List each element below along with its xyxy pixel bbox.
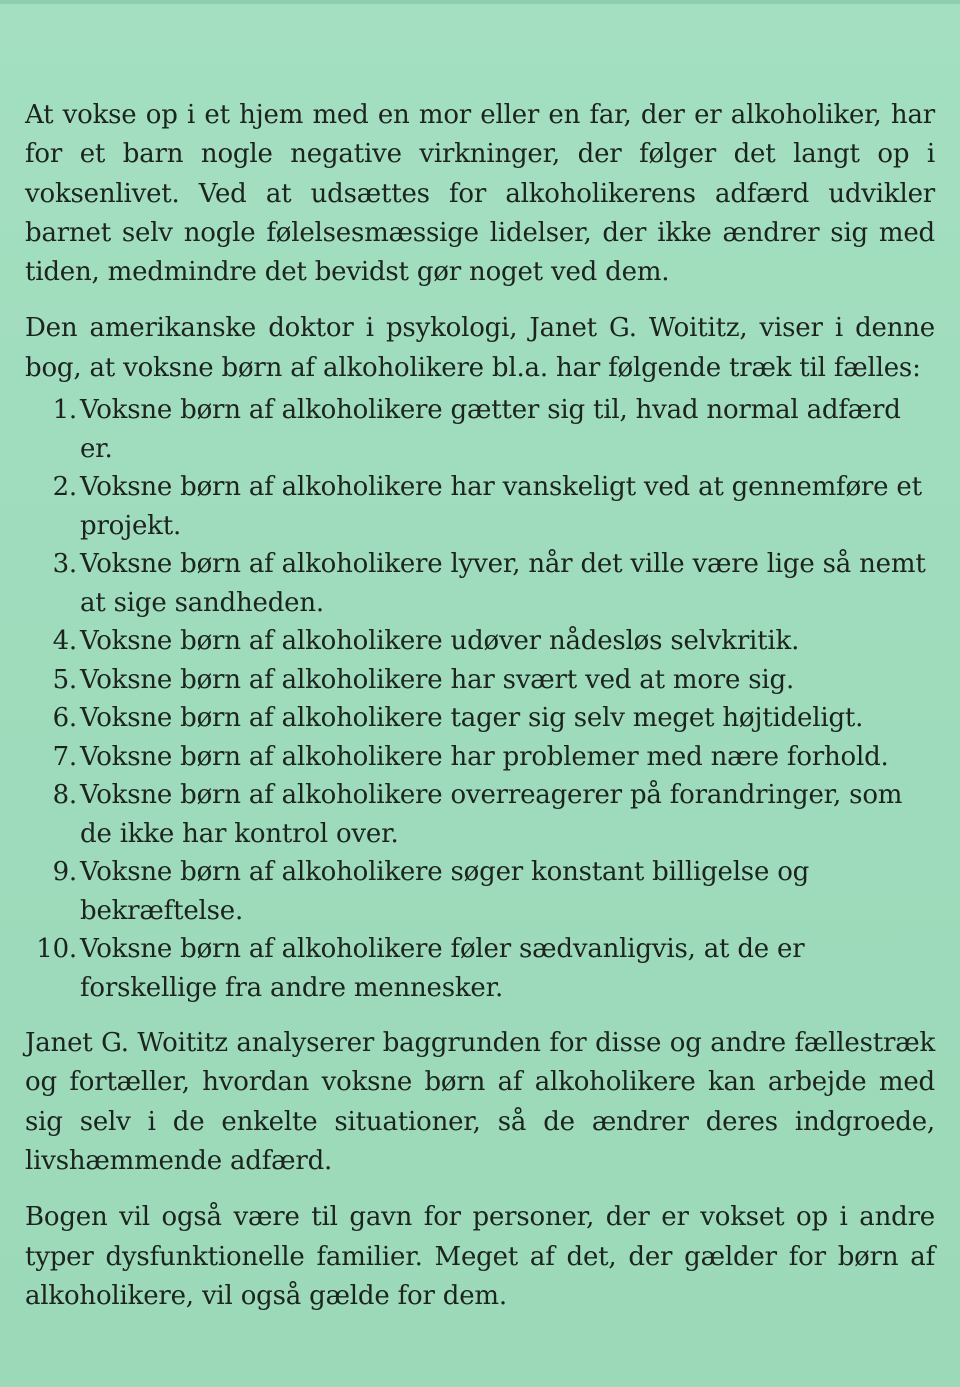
list-item-text: Voksne børn af alkoholikere søger konstant billigelse og bekræftelse.	[80, 857, 810, 926]
list-item	[25, 391, 935, 468]
closing-paragraph-2: Bogen vil også være til gavn for personer, der er vokset op i andre typer dysfunktionelle familier. Meget af det, der gælder for børn af alkoholikere, vil også gælde for dem.	[25, 1202, 935, 1311]
list-item-text: Voksne børn af alkoholikere lyver, når det ville være lige så nemt at sige sandheden.	[80, 549, 926, 618]
list-item	[25, 930, 935, 1007]
list-item-number: 9.	[52, 857, 77, 888]
list-item-text: Voksne børn af alkoholikere overreagerer på forandringer, som de ikke har kontrol over.	[80, 780, 903, 849]
list-item-number: 6.	[52, 703, 77, 734]
list-item	[25, 853, 935, 930]
list-item-text: Voksne børn af alkoholikere har svært ved at more sig.	[80, 664, 795, 695]
list-item-number: 10.	[36, 934, 77, 965]
list-item-text: Voksne børn af alkoholikere udøver nådesløs selvkritik.	[80, 626, 800, 657]
traits-list	[25, 391, 935, 1007]
list-item-number: 8.	[52, 780, 77, 811]
list-item-text: Voksne børn af alkoholikere gætter sig til, hvad normal adfærd er.	[80, 395, 901, 464]
intro-paragraph-2: Den amerikanske doktor i psykologi, Janet G. Woititz, viser i denne bog, at voksne børn af alkoholikere bl.a. har følgende træk til fælles:	[25, 313, 935, 383]
list-item	[25, 738, 935, 777]
back-cover-text	[25, 96, 935, 1316]
list-item	[25, 661, 935, 700]
list-item-text: Voksne børn af alkoholikere føler sædvanligvis, at de er forskellige fra andre mennesker.	[80, 934, 805, 1003]
list-item-number: 7.	[52, 741, 77, 772]
list-item-number: 5.	[52, 664, 77, 695]
cover-top-edge	[0, 0, 960, 4]
list-item-text: Voksne børn af alkoholikere har vanskeligt ved at gennemføre et projekt.	[80, 472, 922, 541]
list-item-text: Voksne børn af alkoholikere tager sig selv meget højtideligt.	[80, 703, 864, 734]
list-item	[25, 699, 935, 738]
list-item-number: 3.	[52, 549, 77, 580]
list-item	[25, 468, 935, 545]
intro-paragraph-1: At vokse op i et hjem med en mor eller en far, der er alkoholiker, har for et barn nogle negative virkninger, der følger det langt op i voksenlivet. Ved at udsættes for alkoholikerens adfærd udvikler barnet selv nogle følelsesmæssige lidelser, der ikke ændrer sig med tiden, medmindre det bevidst gør noget ved dem.	[25, 100, 935, 288]
list-item	[25, 545, 935, 622]
list-item	[25, 776, 935, 853]
closing-paragraph-1: Janet G. Woititz analyserer baggrunden for disse og andre fællestræk og fortæller, hvordan voksne børn af alkoholikere kan arbejde med sig selv i de enkelte situationer, så de ændrer deres indgroede, livshæmmende adfærd.	[25, 1028, 935, 1176]
list-item-text: Voksne børn af alkoholikere har problemer med nære forhold.	[80, 741, 889, 772]
list-item-number: 4.	[52, 626, 77, 657]
list-item-number: 1.	[52, 395, 77, 426]
list-item	[25, 622, 935, 661]
list-item-number: 2.	[52, 472, 77, 503]
